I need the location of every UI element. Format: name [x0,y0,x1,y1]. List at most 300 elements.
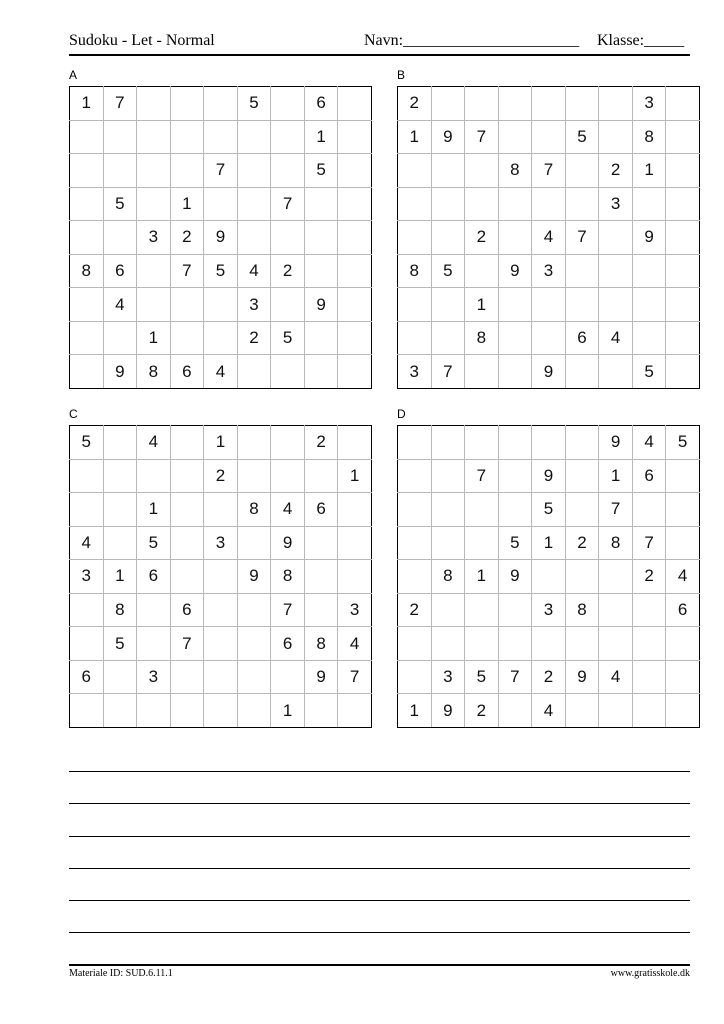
sudoku-cell[interactable]: 5 [666,426,700,460]
sudoku-cell[interactable] [170,694,204,728]
sudoku-cell[interactable]: 4 [532,221,566,255]
sudoku-cell[interactable] [666,526,700,560]
sudoku-cell[interactable] [398,526,432,560]
sudoku-cell[interactable]: 7 [632,526,666,560]
sudoku-cell[interactable] [103,154,137,188]
sudoku-cell[interactable]: 1 [398,120,432,154]
sudoku-cell[interactable] [304,526,338,560]
sudoku-cell[interactable] [398,560,432,594]
sudoku-cell[interactable] [565,355,599,389]
sudoku-cell[interactable] [498,87,532,121]
sudoku-cell[interactable]: 9 [599,426,633,460]
sudoku-cell[interactable] [632,627,666,661]
sudoku-cell[interactable] [70,120,104,154]
sudoku-cell[interactable] [498,694,532,728]
sudoku-cell[interactable]: 9 [532,355,566,389]
sudoku-cell[interactable] [599,560,633,594]
sudoku-cell[interactable] [338,526,372,560]
sudoku-cell[interactable] [465,254,499,288]
sudoku-cell[interactable]: 6 [271,627,305,661]
sudoku-cell[interactable] [237,459,271,493]
sudoku-cell[interactable] [103,459,137,493]
sudoku-cell[interactable]: 7 [465,120,499,154]
sudoku-cell[interactable] [632,187,666,221]
sudoku-cell[interactable] [70,493,104,527]
sudoku-cell[interactable]: 8 [304,627,338,661]
sudoku-cell[interactable] [431,627,465,661]
sudoku-cell[interactable] [565,187,599,221]
sudoku-cell[interactable] [338,426,372,460]
sudoku-cell[interactable] [137,187,171,221]
sudoku-cell[interactable]: 9 [204,221,238,255]
sudoku-cell[interactable] [137,627,171,661]
sudoku-cell[interactable]: 1 [398,694,432,728]
sudoku-cell[interactable] [532,87,566,121]
sudoku-cell[interactable]: 7 [532,154,566,188]
sudoku-cell[interactable]: 8 [632,120,666,154]
sudoku-cell[interactable] [398,221,432,255]
sudoku-cell[interactable] [532,627,566,661]
sudoku-cell[interactable] [338,288,372,322]
sudoku-cell[interactable]: 4 [532,694,566,728]
sudoku-cell[interactable] [565,87,599,121]
sudoku-cell[interactable]: 1 [304,120,338,154]
sudoku-cell[interactable] [271,221,305,255]
sudoku-cell[interactable]: 7 [565,221,599,255]
sudoku-cell[interactable] [431,493,465,527]
sudoku-cell[interactable]: 2 [237,321,271,355]
sudoku-cell[interactable] [170,459,204,493]
sudoku-cell[interactable] [271,355,305,389]
sudoku-cell[interactable] [398,493,432,527]
sudoku-cell[interactable] [398,187,432,221]
sudoku-cell[interactable] [137,87,171,121]
sudoku-cell[interactable]: 5 [70,426,104,460]
sudoku-cell[interactable]: 3 [532,254,566,288]
sudoku-cell[interactable] [666,493,700,527]
sudoku-cell[interactable] [498,288,532,322]
sudoku-cell[interactable]: 4 [599,660,633,694]
sudoku-cell[interactable]: 4 [237,254,271,288]
sudoku-cell[interactable]: 6 [304,493,338,527]
sudoku-cell[interactable]: 9 [431,120,465,154]
sudoku-cell[interactable]: 8 [398,254,432,288]
sudoku-cell[interactable]: 5 [465,660,499,694]
sudoku-cell[interactable] [666,154,700,188]
sudoku-cell[interactable] [137,694,171,728]
sudoku-cell[interactable] [431,87,465,121]
sudoku-cell[interactable]: 3 [204,526,238,560]
sudoku-cell[interactable]: 2 [304,426,338,460]
sudoku-cell[interactable] [398,288,432,322]
sudoku-cell[interactable]: 4 [632,426,666,460]
sudoku-cell[interactable]: 1 [204,426,238,460]
sudoku-cell[interactable] [599,221,633,255]
sudoku-cell[interactable] [304,221,338,255]
sudoku-cell[interactable]: 5 [431,254,465,288]
sudoku-cell[interactable]: 1 [271,694,305,728]
sudoku-cell[interactable]: 7 [170,627,204,661]
sudoku-cell[interactable] [599,593,633,627]
sudoku-cell[interactable]: 4 [271,493,305,527]
sudoku-cell[interactable] [465,355,499,389]
sudoku-cell[interactable] [666,254,700,288]
sudoku-cell[interactable] [170,154,204,188]
sudoku-cell[interactable]: 8 [599,526,633,560]
sudoku-cell[interactable] [170,288,204,322]
sudoku-cell[interactable]: 8 [465,321,499,355]
sudoku-cell[interactable] [532,187,566,221]
sudoku-cell[interactable]: 9 [632,221,666,255]
sudoku-cell[interactable] [170,321,204,355]
sudoku-cell[interactable] [170,660,204,694]
sudoku-cell[interactable]: 7 [271,593,305,627]
sudoku-cell[interactable] [271,87,305,121]
sudoku-cell[interactable] [565,154,599,188]
sudoku-cell[interactable]: 1 [70,87,104,121]
sudoku-cell[interactable]: 3 [237,288,271,322]
sudoku-cell[interactable] [103,221,137,255]
sudoku-cell[interactable]: 3 [137,221,171,255]
sudoku-cell[interactable] [498,459,532,493]
sudoku-cell[interactable]: 4 [70,526,104,560]
sudoku-cell[interactable]: 2 [271,254,305,288]
sudoku-cell[interactable]: 3 [398,355,432,389]
sudoku-cell[interactable]: 7 [431,355,465,389]
sudoku-cell[interactable] [70,459,104,493]
sudoku-cell[interactable] [103,694,137,728]
sudoku-cell[interactable] [632,254,666,288]
sudoku-cell[interactable]: 8 [431,560,465,594]
sudoku-cell[interactable] [237,627,271,661]
sudoku-cell[interactable] [70,593,104,627]
sudoku-cell[interactable] [103,493,137,527]
sudoku-cell[interactable] [666,459,700,493]
sudoku-cell[interactable] [666,694,700,728]
sudoku-cell[interactable] [666,660,700,694]
sudoku-cell[interactable] [237,120,271,154]
sudoku-cell[interactable]: 1 [465,288,499,322]
sudoku-cell[interactable] [498,355,532,389]
sudoku-cell[interactable]: 8 [70,254,104,288]
sudoku-cell[interactable]: 3 [338,593,372,627]
sudoku-cell[interactable] [103,321,137,355]
sudoku-cell[interactable] [70,288,104,322]
sudoku-cell[interactable] [170,560,204,594]
sudoku-cell[interactable] [137,120,171,154]
sudoku-cell[interactable] [632,321,666,355]
sudoku-cell[interactable] [237,355,271,389]
sudoku-cell[interactable] [666,627,700,661]
sudoku-cell[interactable] [271,288,305,322]
sudoku-cell[interactable] [237,154,271,188]
sudoku-cell[interactable] [338,187,372,221]
sudoku-cell[interactable]: 5 [304,154,338,188]
sudoku-cell[interactable] [398,426,432,460]
sudoku-cell[interactable] [498,426,532,460]
sudoku-cell[interactable] [599,254,633,288]
sudoku-cell[interactable] [431,526,465,560]
sudoku-cell[interactable] [666,187,700,221]
sudoku-cell[interactable] [565,288,599,322]
sudoku-cell[interactable] [398,459,432,493]
sudoku-cell[interactable] [137,593,171,627]
sudoku-cell[interactable] [237,694,271,728]
sudoku-cell[interactable]: 7 [498,660,532,694]
sudoku-cell[interactable] [431,154,465,188]
sudoku-cell[interactable] [304,694,338,728]
sudoku-cell[interactable] [204,660,238,694]
sudoku-cell[interactable] [170,426,204,460]
sudoku-cell[interactable] [498,593,532,627]
sudoku-cell[interactable]: 5 [498,526,532,560]
sudoku-cell[interactable]: 3 [632,87,666,121]
sudoku-cell[interactable]: 8 [137,355,171,389]
sudoku-cell[interactable]: 1 [532,526,566,560]
sudoku-cell[interactable] [170,526,204,560]
sudoku-cell[interactable]: 1 [338,459,372,493]
sudoku-cell[interactable]: 5 [632,355,666,389]
sudoku-cell[interactable] [237,526,271,560]
sudoku-cell[interactable]: 7 [599,493,633,527]
sudoku-cell[interactable]: 2 [465,221,499,255]
sudoku-cell[interactable] [338,493,372,527]
sudoku-cell[interactable]: 8 [565,593,599,627]
sudoku-cell[interactable] [465,627,499,661]
sudoku-cell[interactable]: 9 [498,254,532,288]
sudoku-cell[interactable]: 1 [137,321,171,355]
sudoku-cell[interactable] [599,694,633,728]
sudoku-cell[interactable] [465,187,499,221]
sudoku-cell[interactable] [465,526,499,560]
sudoku-cell[interactable]: 1 [599,459,633,493]
sudoku-cell[interactable] [398,660,432,694]
sudoku-cell[interactable]: 6 [304,87,338,121]
sudoku-cell[interactable] [666,120,700,154]
sudoku-cell[interactable]: 7 [465,459,499,493]
sudoku-cell[interactable] [632,593,666,627]
sudoku-cell[interactable]: 2 [170,221,204,255]
sudoku-cell[interactable] [632,288,666,322]
sudoku-cell[interactable] [204,321,238,355]
sudoku-cell[interactable] [565,694,599,728]
sudoku-cell[interactable] [398,627,432,661]
sudoku-cell[interactable]: 4 [103,288,137,322]
sudoku-cell[interactable] [465,154,499,188]
sudoku-cell[interactable]: 6 [170,593,204,627]
sudoku-cell[interactable]: 8 [498,154,532,188]
sudoku-cell[interactable] [170,87,204,121]
sudoku-cell[interactable]: 9 [565,660,599,694]
sudoku-cell[interactable] [304,187,338,221]
sudoku-cell[interactable]: 5 [565,120,599,154]
sudoku-cell[interactable] [565,627,599,661]
sudoku-cell[interactable] [271,426,305,460]
sudoku-cell[interactable] [70,694,104,728]
sudoku-cell[interactable]: 5 [237,87,271,121]
sudoku-cell[interactable] [565,560,599,594]
sudoku-cell[interactable]: 5 [137,526,171,560]
sudoku-cell[interactable]: 5 [532,493,566,527]
sudoku-cell[interactable] [338,221,372,255]
sudoku-cell[interactable]: 3 [599,187,633,221]
sudoku-cell[interactable]: 2 [465,694,499,728]
sudoku-cell[interactable] [599,627,633,661]
sudoku-cell[interactable]: 1 [137,493,171,527]
sudoku-cell[interactable]: 5 [103,627,137,661]
sudoku-cell[interactable] [137,154,171,188]
sudoku-cell[interactable]: 8 [237,493,271,527]
sudoku-cell[interactable]: 2 [632,560,666,594]
sudoku-cell[interactable] [70,154,104,188]
sudoku-cell[interactable] [398,321,432,355]
sudoku-cell[interactable] [532,560,566,594]
sudoku-cell[interactable] [599,120,633,154]
sudoku-cell[interactable]: 1 [632,154,666,188]
sudoku-cell[interactable] [70,627,104,661]
sudoku-cell[interactable] [237,593,271,627]
sudoku-cell[interactable] [204,120,238,154]
sudoku-cell[interactable]: 3 [70,560,104,594]
sudoku-cell[interactable] [632,694,666,728]
sudoku-cell[interactable] [271,660,305,694]
sudoku-cell[interactable] [498,627,532,661]
sudoku-cell[interactable] [465,426,499,460]
sudoku-cell[interactable]: 5 [271,321,305,355]
sudoku-cell[interactable] [304,560,338,594]
sudoku-cell[interactable] [103,120,137,154]
sudoku-cell[interactable]: 4 [137,426,171,460]
sudoku-cell[interactable]: 6 [70,660,104,694]
sudoku-cell[interactable] [304,593,338,627]
sudoku-cell[interactable] [498,321,532,355]
sudoku-cell[interactable] [103,426,137,460]
sudoku-cell[interactable] [70,321,104,355]
sudoku-cell[interactable] [304,459,338,493]
sudoku-cell[interactable]: 1 [170,187,204,221]
sudoku-cell[interactable]: 9 [431,694,465,728]
sudoku-cell[interactable]: 6 [170,355,204,389]
sudoku-cell[interactable]: 6 [565,321,599,355]
sudoku-cell[interactable]: 6 [666,593,700,627]
sudoku-cell[interactable] [498,493,532,527]
sudoku-cell[interactable] [666,87,700,121]
sudoku-cell[interactable]: 7 [271,187,305,221]
sudoku-cell[interactable] [431,221,465,255]
sudoku-cell[interactable]: 9 [271,526,305,560]
sudoku-cell[interactable] [237,660,271,694]
sudoku-cell[interactable]: 1 [465,560,499,594]
sudoku-cell[interactable]: 6 [632,459,666,493]
sudoku-cell[interactable]: 4 [666,560,700,594]
sudoku-cell[interactable]: 5 [204,254,238,288]
sudoku-cell[interactable] [498,120,532,154]
sudoku-cell[interactable] [532,321,566,355]
sudoku-cell[interactable]: 2 [398,593,432,627]
sudoku-cell[interactable] [204,87,238,121]
sudoku-cell[interactable] [338,560,372,594]
sudoku-cell[interactable] [338,694,372,728]
sudoku-cell[interactable] [431,321,465,355]
sudoku-cell[interactable] [204,560,238,594]
sudoku-cell[interactable] [204,627,238,661]
sudoku-cell[interactable] [137,459,171,493]
sudoku-cell[interactable]: 5 [103,187,137,221]
sudoku-cell[interactable] [204,593,238,627]
sudoku-cell[interactable] [338,154,372,188]
sudoku-cell[interactable] [70,355,104,389]
sudoku-cell[interactable] [204,288,238,322]
sudoku-cell[interactable]: 9 [103,355,137,389]
sudoku-cell[interactable] [398,154,432,188]
sudoku-cell[interactable]: 9 [304,660,338,694]
sudoku-cell[interactable] [498,221,532,255]
sudoku-cell[interactable] [271,459,305,493]
sudoku-cell[interactable] [666,321,700,355]
sudoku-cell[interactable] [431,187,465,221]
sudoku-cell[interactable] [338,120,372,154]
sudoku-cell[interactable]: 9 [498,560,532,594]
sudoku-cell[interactable]: 2 [599,154,633,188]
sudoku-cell[interactable] [338,87,372,121]
sudoku-cell[interactable] [338,355,372,389]
sudoku-cell[interactable] [304,321,338,355]
sudoku-cell[interactable]: 7 [170,254,204,288]
sudoku-cell[interactable] [137,254,171,288]
sudoku-cell[interactable]: 7 [103,87,137,121]
sudoku-cell[interactable]: 3 [431,660,465,694]
sudoku-cell[interactable]: 2 [532,660,566,694]
sudoku-cell[interactable] [666,221,700,255]
sudoku-cell[interactable] [204,694,238,728]
sudoku-cell[interactable] [338,321,372,355]
sudoku-cell[interactable] [565,254,599,288]
sudoku-cell[interactable] [431,593,465,627]
sudoku-cell[interactable] [565,426,599,460]
sudoku-cell[interactable] [465,593,499,627]
sudoku-cell[interactable] [599,87,633,121]
sudoku-cell[interactable]: 3 [532,593,566,627]
sudoku-cell[interactable] [565,493,599,527]
sudoku-cell[interactable]: 8 [271,560,305,594]
sudoku-cell[interactable] [465,493,499,527]
sudoku-cell[interactable] [70,187,104,221]
sudoku-cell[interactable] [271,154,305,188]
sudoku-cell[interactable] [632,493,666,527]
sudoku-cell[interactable] [599,355,633,389]
sudoku-cell[interactable] [532,426,566,460]
sudoku-cell[interactable]: 9 [237,560,271,594]
sudoku-cell[interactable]: 9 [304,288,338,322]
sudoku-cell[interactable] [565,459,599,493]
sudoku-cell[interactable]: 2 [398,87,432,121]
sudoku-cell[interactable] [170,493,204,527]
sudoku-cell[interactable]: 9 [532,459,566,493]
sudoku-cell[interactable]: 4 [204,355,238,389]
sudoku-cell[interactable]: 2 [565,526,599,560]
sudoku-cell[interactable] [632,660,666,694]
sudoku-cell[interactable] [204,187,238,221]
sudoku-cell[interactable] [170,120,204,154]
sudoku-cell[interactable] [338,254,372,288]
sudoku-cell[interactable]: 6 [137,560,171,594]
sudoku-cell[interactable]: 4 [338,627,372,661]
sudoku-cell[interactable]: 4 [599,321,633,355]
sudoku-cell[interactable] [304,254,338,288]
sudoku-cell[interactable] [237,426,271,460]
sudoku-cell[interactable] [204,493,238,527]
sudoku-cell[interactable] [532,120,566,154]
